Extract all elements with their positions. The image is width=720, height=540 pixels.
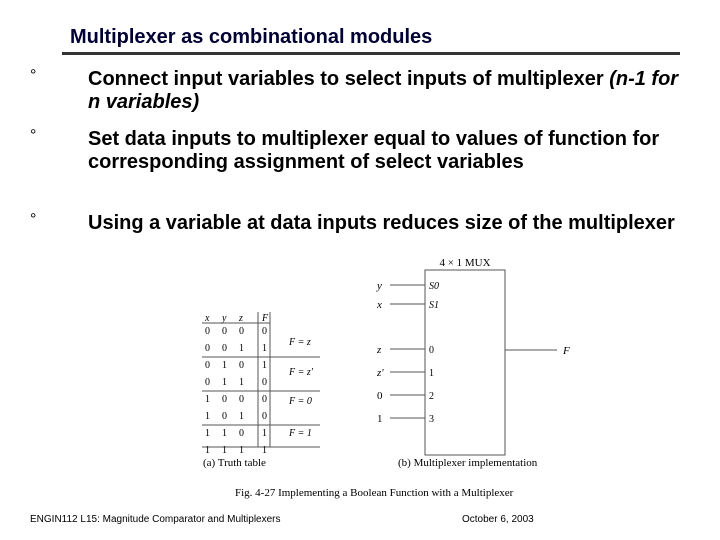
truth-table-cell: 1 bbox=[262, 428, 267, 439]
select-lines bbox=[376, 280, 439, 311]
truth-table-cell: 0 bbox=[239, 428, 244, 439]
group-label-2: F = z′ bbox=[289, 367, 313, 378]
truth-table-cell: 0 bbox=[222, 394, 227, 405]
truth-table-cell: 1 bbox=[262, 360, 267, 371]
data-pin-2: 2 bbox=[429, 391, 434, 402]
mux-label: 4 × 1 MUX bbox=[439, 257, 491, 269]
truth-table-cell: 1 bbox=[205, 394, 210, 405]
bullet-mark: ° bbox=[30, 67, 37, 84]
data-label-0: z bbox=[377, 344, 382, 356]
truth-table-cell: 0 bbox=[262, 326, 267, 337]
select-label-y: y bbox=[377, 280, 382, 292]
truth-table-cell: 1 bbox=[222, 360, 227, 371]
truth-table-cell: 0 bbox=[239, 326, 244, 337]
mux-box bbox=[425, 270, 505, 455]
truth-table-header bbox=[204, 313, 269, 324]
svg-text:F: F bbox=[262, 313, 269, 324]
group-label-3: F = 0 bbox=[289, 396, 312, 407]
caption-a: (a) Truth table bbox=[203, 457, 266, 469]
bullet-mark: ° bbox=[30, 211, 37, 228]
truth-table-cell: 1 bbox=[239, 445, 244, 456]
truth-table-cell: 1 bbox=[205, 428, 210, 439]
truth-table-cell: 0 bbox=[262, 377, 267, 388]
select-pin-s0: S0 bbox=[429, 281, 439, 292]
truth-table-cell: 1 bbox=[239, 377, 244, 388]
select-pin-s1: S1 bbox=[429, 300, 439, 311]
truth-table-cell: 1 bbox=[239, 411, 244, 422]
group-label-4: F = 1 bbox=[289, 428, 312, 439]
truth-table-cell: 1 bbox=[205, 445, 210, 456]
data-label-2: 0 bbox=[377, 390, 383, 402]
bullet-text: Using a variable at data inputs reduces size of the multiplexer bbox=[88, 212, 675, 234]
bullet-text-main: Connect input variables to select inputs of multiplexer bbox=[88, 68, 604, 90]
mux-figure bbox=[195, 250, 575, 505]
truth-table-cell: 1 bbox=[262, 445, 267, 456]
slide-title: Multiplexer as combinational modules bbox=[70, 26, 433, 48]
figure-caption: Fig. 4-27 Implementing a Boolean Function with a Multiplexer bbox=[235, 487, 514, 499]
footer-left: ENGIN112 L15: Magnitude Comparator and Multiplexers bbox=[30, 514, 281, 525]
truth-table-cell: 0 bbox=[239, 360, 244, 371]
truth-table-cell: 0 bbox=[222, 411, 227, 422]
truth-table-cell: 0 bbox=[222, 343, 227, 354]
title-divider bbox=[62, 52, 680, 55]
bullet-text: Set data inputs to multiplexer equal to values of function for corresponding assignment of select variables bbox=[88, 128, 660, 173]
truth-table-cell: 1 bbox=[222, 377, 227, 388]
truth-table-cell: 1 bbox=[222, 428, 227, 439]
truth-table-cell: 0 bbox=[262, 394, 267, 405]
footer-right: October 6, 2003 bbox=[462, 514, 534, 525]
data-label-1: z′ bbox=[377, 367, 384, 379]
caption-b: (b) Multiplexer implementation bbox=[398, 457, 538, 469]
svg-text:z: z bbox=[239, 313, 243, 324]
output-label: F bbox=[563, 345, 570, 357]
svg-text:y: y bbox=[222, 313, 227, 324]
truth-table-cell: 0 bbox=[205, 360, 210, 371]
truth-table-cell: 0 bbox=[205, 343, 210, 354]
data-label-3: 1 bbox=[377, 413, 383, 425]
truth-table-cell: 0 bbox=[239, 394, 244, 405]
truth-table-cell: 1 bbox=[205, 411, 210, 422]
group-label-1: F = z bbox=[289, 337, 311, 348]
truth-table bbox=[202, 312, 320, 456]
data-pin-3: 3 bbox=[429, 414, 434, 425]
bullet-mark: ° bbox=[30, 127, 37, 144]
truth-table-cell: 1 bbox=[262, 343, 267, 354]
data-pin-1: 1 bbox=[429, 368, 434, 379]
truth-table-cell: 0 bbox=[205, 326, 210, 337]
bullet-text bbox=[88, 68, 688, 114]
truth-table-cell: 1 bbox=[239, 343, 244, 354]
truth-table-cell: 1 bbox=[222, 445, 227, 456]
truth-table-cell: 0 bbox=[205, 377, 210, 388]
svg-text:x: x bbox=[205, 313, 210, 324]
truth-table-cell: 0 bbox=[262, 411, 267, 422]
truth-table-cell: 0 bbox=[222, 326, 227, 337]
bullet-text-italic: (n-1 for n variables) bbox=[88, 68, 679, 113]
select-label-x: x bbox=[377, 299, 382, 311]
truth-table-groups bbox=[288, 337, 314, 439]
data-pin-0: 0 bbox=[429, 345, 434, 356]
